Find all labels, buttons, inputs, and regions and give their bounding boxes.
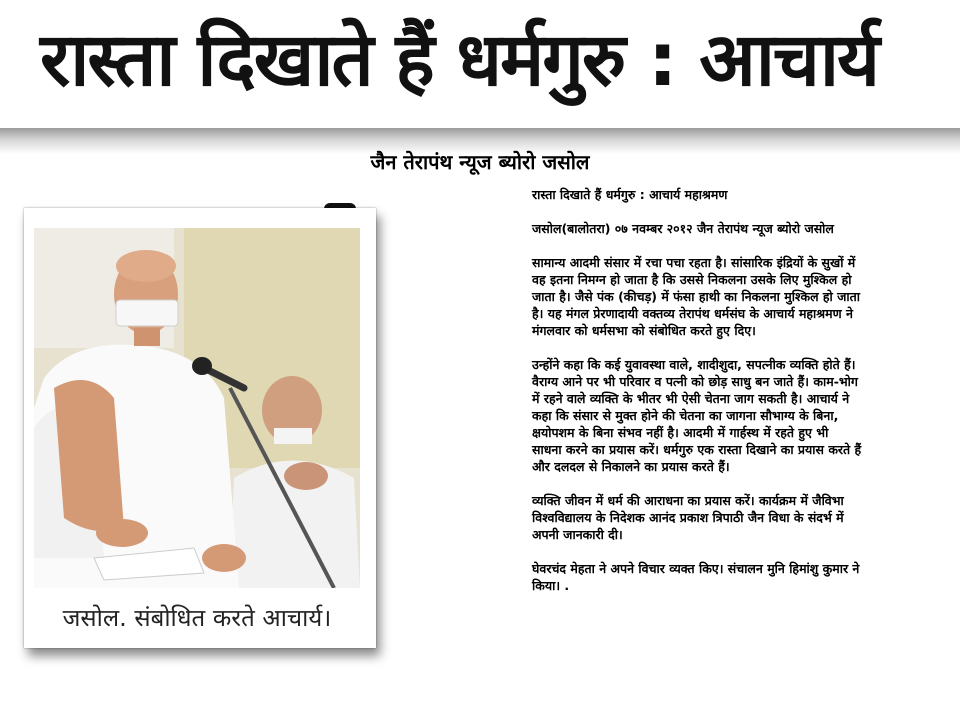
byline: जैन तेरापंथ न्यूज ब्योरो जसोल <box>370 150 590 174</box>
article-paragraph: उन्होंने कहा कि कई युवावस्था वाले, शादीशुदा, सपत्नीक व्यक्ति होते हैं। वैराग्य आने पर भी परिवार व पत्नी को छोड़ साधु बन जाते हैं। काम-भोग में रहने वाले व्यक्ति के भीतर भी ऐसी चेतना जाग सकती है। आचार्य ने कहा कि संसार से मुक्त होने की चेतना का जागना सौभाग्य के बिना, क्षयोपशम के बिना संभव नहीं है। आदमी में गार्हस्थ में रहते हुए भी साधना करने का प्रयास करें। धर्मगुरु एक रास्ता दिखाने का प्रयास करते हैं और दलदल से निकालने का प्रयास करते हैं। <box>532 357 862 474</box>
headline-band <box>0 0 960 128</box>
article-body <box>532 186 862 611</box>
article-paragraph: घेवरचंद मेहता ने अपने विचार व्यक्त किए। संचालन मुनि हिमांशु कुमार ने किया। . <box>532 561 860 593</box>
article-paragraph: व्यक्ति जीवन में धर्म की आराधना का प्रयास करें। कार्यक्रम में जैविभा विश्वविद्यालय के निदेशक आनंद प्रकाश त्रिपाठी जैन विधा के संदर्भ में अपनी जानकारी दी। <box>532 493 844 542</box>
news-photo <box>34 228 360 588</box>
article-title: रास्ता दिखाते हैं धर्मगुरु : आचार्य महाश्रमण <box>532 187 728 202</box>
photo-card <box>24 208 376 648</box>
article-paragraph: सामान्य आदमी संसार में रचा पचा रहता है। सांसारिक इंद्रियों के सुखों में वह इतना निमग्न हो जाता है कि उससे निकलना उसके लिए मुश्किल हो जाता है। जैसे पंक (कीचड़) में फंसा हाथी का निकलना मुश्किल हो जाता है। यह मंगल प्रेरणादायी वक्तव्य तेरापंथ धर्मसंघ के आचार्य महाश्रमण ने मंगलवार को धर्मसभा को संबोधित करते हुए दिए। <box>532 255 860 338</box>
headline: रास्ता दिखाते हैं धर्मगुरु : आचार्य <box>40 17 878 103</box>
article-dateline: जसोल(बालोतरा) ०७ नवम्बर २०१२ जैन तेरापंथ न्यूज ब्योरो जसोल <box>532 221 834 236</box>
photo-caption: जसोल. संबोधित करते आचार्य। <box>62 604 332 632</box>
acharya-photo-illustration <box>34 228 360 588</box>
